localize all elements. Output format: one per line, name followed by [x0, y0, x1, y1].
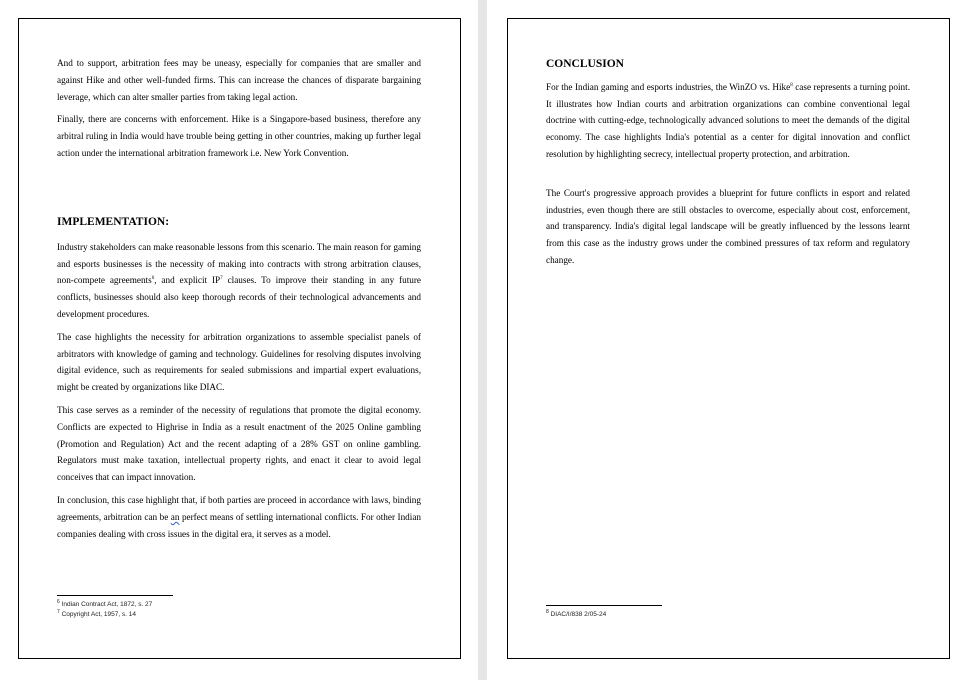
implementation-paragraph-3: This case serves as a reminder of the necessity of regulations that promote the digital economy. Conflicts are expected to Highrise in India as a result enactment of the 2025 Online gambling (Promotion and Regulation) Act and the recent adapting of a 28% GST on online gambling. Regulators must make taxation, intellectual property rights, and enact it clear to avoid legal conceives that can impact innovation. — [57, 404, 421, 483]
conclusion-paragraph-1 — [546, 79, 910, 163]
spelling-flag[interactable]: an — [170, 511, 180, 522]
implementation-paragraph-2: The case highlights the necessity for arbitration organizations to assemble specialist panels of arbitrators with knowledge of gaming and technology. Guidelines for resolving disputes involving digital evidence, such as requirements for sealed submissions and impartial expert evaluations, might be created by organizations like DIAC. — [57, 331, 421, 393]
conclusion-p1-text-b: case represents a turning point. It illustrates how Indian courts and arbitration organizations can combine conventional legal doctrine with cutting-edge, technologically advanced solutions to meet the demands of the digital economy. The case highlights India's potential as a center for digital innovation and conflict resolution by highlighting secrecy, intellectual property protection, and arbitration. — [546, 81, 910, 159]
implementation-paragraph-4 — [57, 492, 421, 542]
conclusion-paragraph-2: The Court's progressive approach provides a blueprint for future conflicts in esport and related industries, even though there are still obstacles to overcome, especially about cost, enforcement, and transparency. India's digital legal landscape will be greatly influenced by the lessons learnt from this case as the industry grows under the combined pressures of tax reform and regulatory change. — [546, 187, 910, 265]
footnotes-left — [57, 600, 152, 619]
conclusion-heading: CONCLUSION — [546, 58, 624, 70]
footnote-separator — [57, 595, 173, 596]
footnote-ref-8[interactable]: 8 — [790, 82, 793, 88]
implementation-p4-text-b: perfect means of settling international conflicts. For other Indian companies dealing with cross issues in the digital era, it serves as a model. — [57, 511, 421, 539]
implementation-heading: IMPLEMENTATION: — [57, 216, 170, 228]
implementation-section — [57, 214, 421, 548]
footnote-ref-7[interactable]: 7 — [220, 276, 223, 282]
conclusion-p1-text-a: For the Indian gaming and esports industries, the WinZO vs. Hike — [546, 81, 791, 92]
footnote-6: $^6$ Indian Contract Act, 1872, s. 27 — [57, 598, 153, 608]
implementation-paragraph-1 — [57, 239, 421, 323]
document-page-right — [487, 0, 969, 680]
implementation-p1-text-a: Industry stakeholders can make reasonable lessons from this scenario. The main reason for gaming and esports businesses is the necessity of making into contracts with strong arbitration clauses, non-compete agreements — [57, 241, 421, 286]
footnote-separator — [546, 605, 662, 606]
footnote-ref-6[interactable]: 6 — [151, 276, 155, 282]
implementation-p1-text-c: clauses. To improve their standing in any future conflicts, businesses should also keep thorough records of their technological advancements and development procedures. — [57, 275, 421, 319]
intro-section — [57, 55, 421, 168]
implementation-p4-text-a: In conclusion, this case highlight that, if both parties are proceed in accordance with laws, binding agreements, arbitration can be — [57, 494, 421, 522]
page-gutter — [478, 0, 487, 680]
footnotes-right — [546, 610, 606, 620]
document-page-left — [0, 0, 478, 680]
conclusion-section — [546, 56, 910, 275]
footnote-7: $^7$ Copyright Act, 1957, s. 14 — [57, 608, 137, 618]
footnote-8: $^8$ DIAC/I/838 2/05-24 — [546, 608, 607, 618]
intro-paragraph-2: Finally, there are concerns with enforcement. Hike is a Singapore-based business, therefore any arbitral ruling in India would have trouble being getting in other countries, making up further legal action under the international arbitration framework i.e. New York Convention. — [57, 114, 421, 158]
implementation-p1-text-b: , and explicit IP — [154, 275, 221, 286]
intro-paragraph-1: And to support, arbitration fees may be uneasy, especially for companies that are smaller and against Hike and other well-funded firms. This can increase the chances of disparate bargaining leverage, which can alter smaller parties from taking legal action. — [57, 58, 421, 102]
